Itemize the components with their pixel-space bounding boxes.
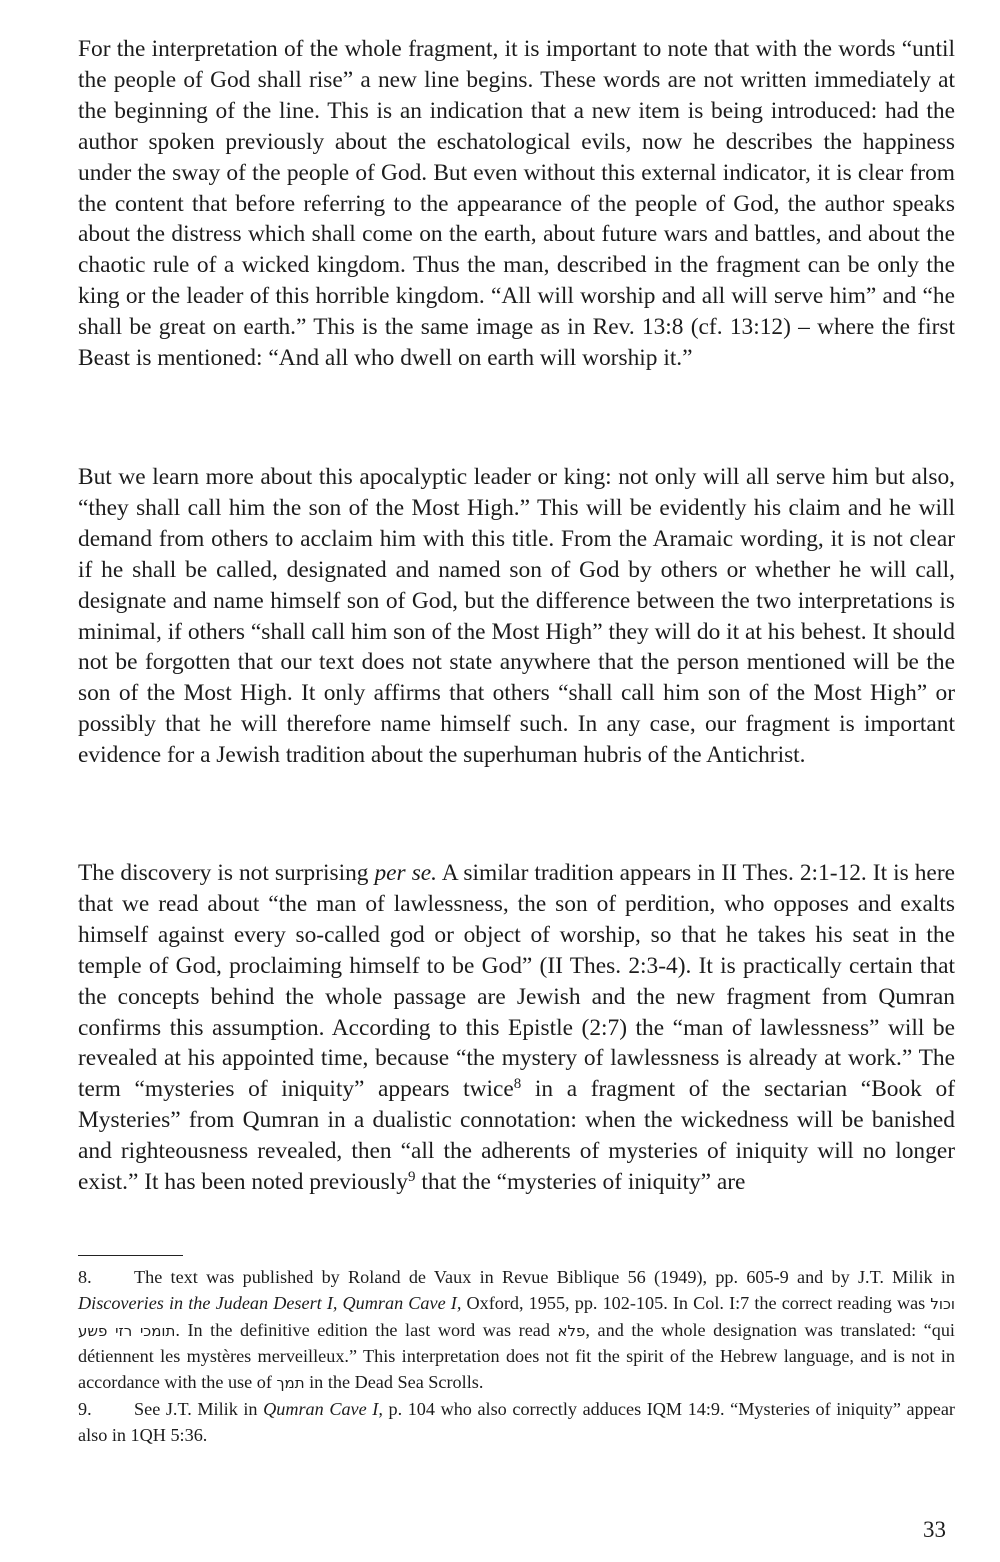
- footnote-number: 8.: [78, 1267, 92, 1287]
- page-number: 33: [923, 1517, 946, 1542]
- text-run: A similar tradition appears in II Thes. 2:1-12. It is here that we read about “the man of lawlessness, the son of perdition, who opposes and exalts himself against every so-called god or object of worship, so that he takes his seat in the temple of God, proclaiming himself to be God” (II Thes. 2:3-4). It is practically certain that the concepts behind the whole passage are Jewish and the new fragment from Qumran confirms this assumption. According to this Epistle (2:7) the “man of lawlessness” will be revealed at his appointed time, because “the mystery of lawlessness is already at work.” The term “mysteries of iniquity” appears twice: [78, 860, 955, 1103]
- main-text-paragraph-1: [78, 34, 955, 374]
- footnote-divider: [78, 1255, 183, 1256]
- text-run: in a fragment of the sectarian “Book of Mysteries” from Qumran in a dualistic connotation: when the wickedness will be banished and righteousness revealed, then “all the adherents of mysteries of iniquity will no longer exist.” It has been noted previously: [78, 1076, 955, 1196]
- text-run: The text was published by Roland de Vaux in Revue Biblique 56 (1949), pp. 605-9 and by J.T. Milik in: [134, 1267, 955, 1287]
- paragraph-text: But we learn more about this apocalyptic leader or king: not only will all serve him but also, “they shall call him the son of the Most High.” This will be evidently his claim and he will demand from others to acclaim him with this title. From the Aramaic wording, it is not clear if he shall be called, designated and named son of God by others or whether he will call, designate and name himself son of God, but the difference between the two interpretations is minimal, if others “shall call him son of the Most High” they will do it at his behest. It should not be forgotten that our text does not state anywhere that the person mentioned will be the son of the Most High. It only affirms that others “shall call him son of the Most High” or possibly that he will therefore name himself such. In any case, our fragment is important evidence for a Jewish tradition about the superhuman hubris of the Antichrist.: [78, 464, 955, 769]
- hebrew-phrase: וכול תומכי רזי פשע: [78, 1294, 956, 1340]
- main-text-paragraph-3: [78, 858, 955, 1198]
- italic-title: Qumran Cave I,: [263, 1398, 383, 1419]
- footnote-number: 9.: [78, 1398, 92, 1419]
- text-run: that the “mysteries of iniquity” are: [415, 1169, 746, 1196]
- main-text-paragraph-2: [78, 462, 955, 771]
- text-run: p. 104 who also correctly adduces IQM 14:9. “Mysteries of iniquity” appear also in 1QH 5:36.: [78, 1398, 955, 1445]
- hebrew-word: תמך: [276, 1374, 305, 1393]
- italic-title: Discoveries in the Judean Desert I, Qumran Cave I,: [78, 1292, 462, 1313]
- italic-term: per se.: [374, 860, 438, 886]
- footnote-reference-8: 8: [513, 1076, 522, 1093]
- text-run: in the Dead Sea Scrolls.: [304, 1372, 484, 1393]
- text-run: See J.T. Milik in: [134, 1398, 264, 1419]
- text-run: , and the whole designation was translated: “qui détiennent les mystères merveilleux.” This interpretation does not fit the spirit of the Hebrew language, and is not in accordance with the use of: [78, 1319, 955, 1393]
- footnote-reference-9: 9: [407, 1169, 416, 1186]
- hebrew-word: פלא: [557, 1321, 586, 1340]
- text-run: The discovery is not surprising: [78, 860, 375, 886]
- paragraph-text: [78, 858, 955, 1198]
- footnotes-section: [78, 1265, 955, 1449]
- footnote-8: [78, 1265, 955, 1397]
- paragraph-text: For the interpretation of the whole fragment, it is important to note that with the words “until the people of God shall rise” a new line begins. These words are not written immediately at the beginning of the line. This is an indication that a new item is being introduced: had the author spoken previously about the eschatological evils, now he describes the happiness under the sway of the people of God. But even without this external indicator, it is clear from the content that before referring to the appearance of the people of God, the author speaks about the distress which shall come on the earth, about future wars and battles, and about the chaotic rule of a wicked kingdom. Thus the man, described in the fragment can be only the king or the leader of this horrible kingdom. “All will worship and all will serve him” and “he shall be great on earth.” This is the same image as in Rev. 13:8 (cf. 13:12) – where the first Beast is mentioned: “And all who dwell on earth will worship it.”: [78, 36, 955, 372]
- footnote-9: [78, 1397, 955, 1449]
- text-run: Oxford, 1955, pp. 102-105. In Col. I:7 the correct reading was: [461, 1292, 931, 1313]
- text-run: . In the definitive edition the last word was read: [175, 1319, 558, 1340]
